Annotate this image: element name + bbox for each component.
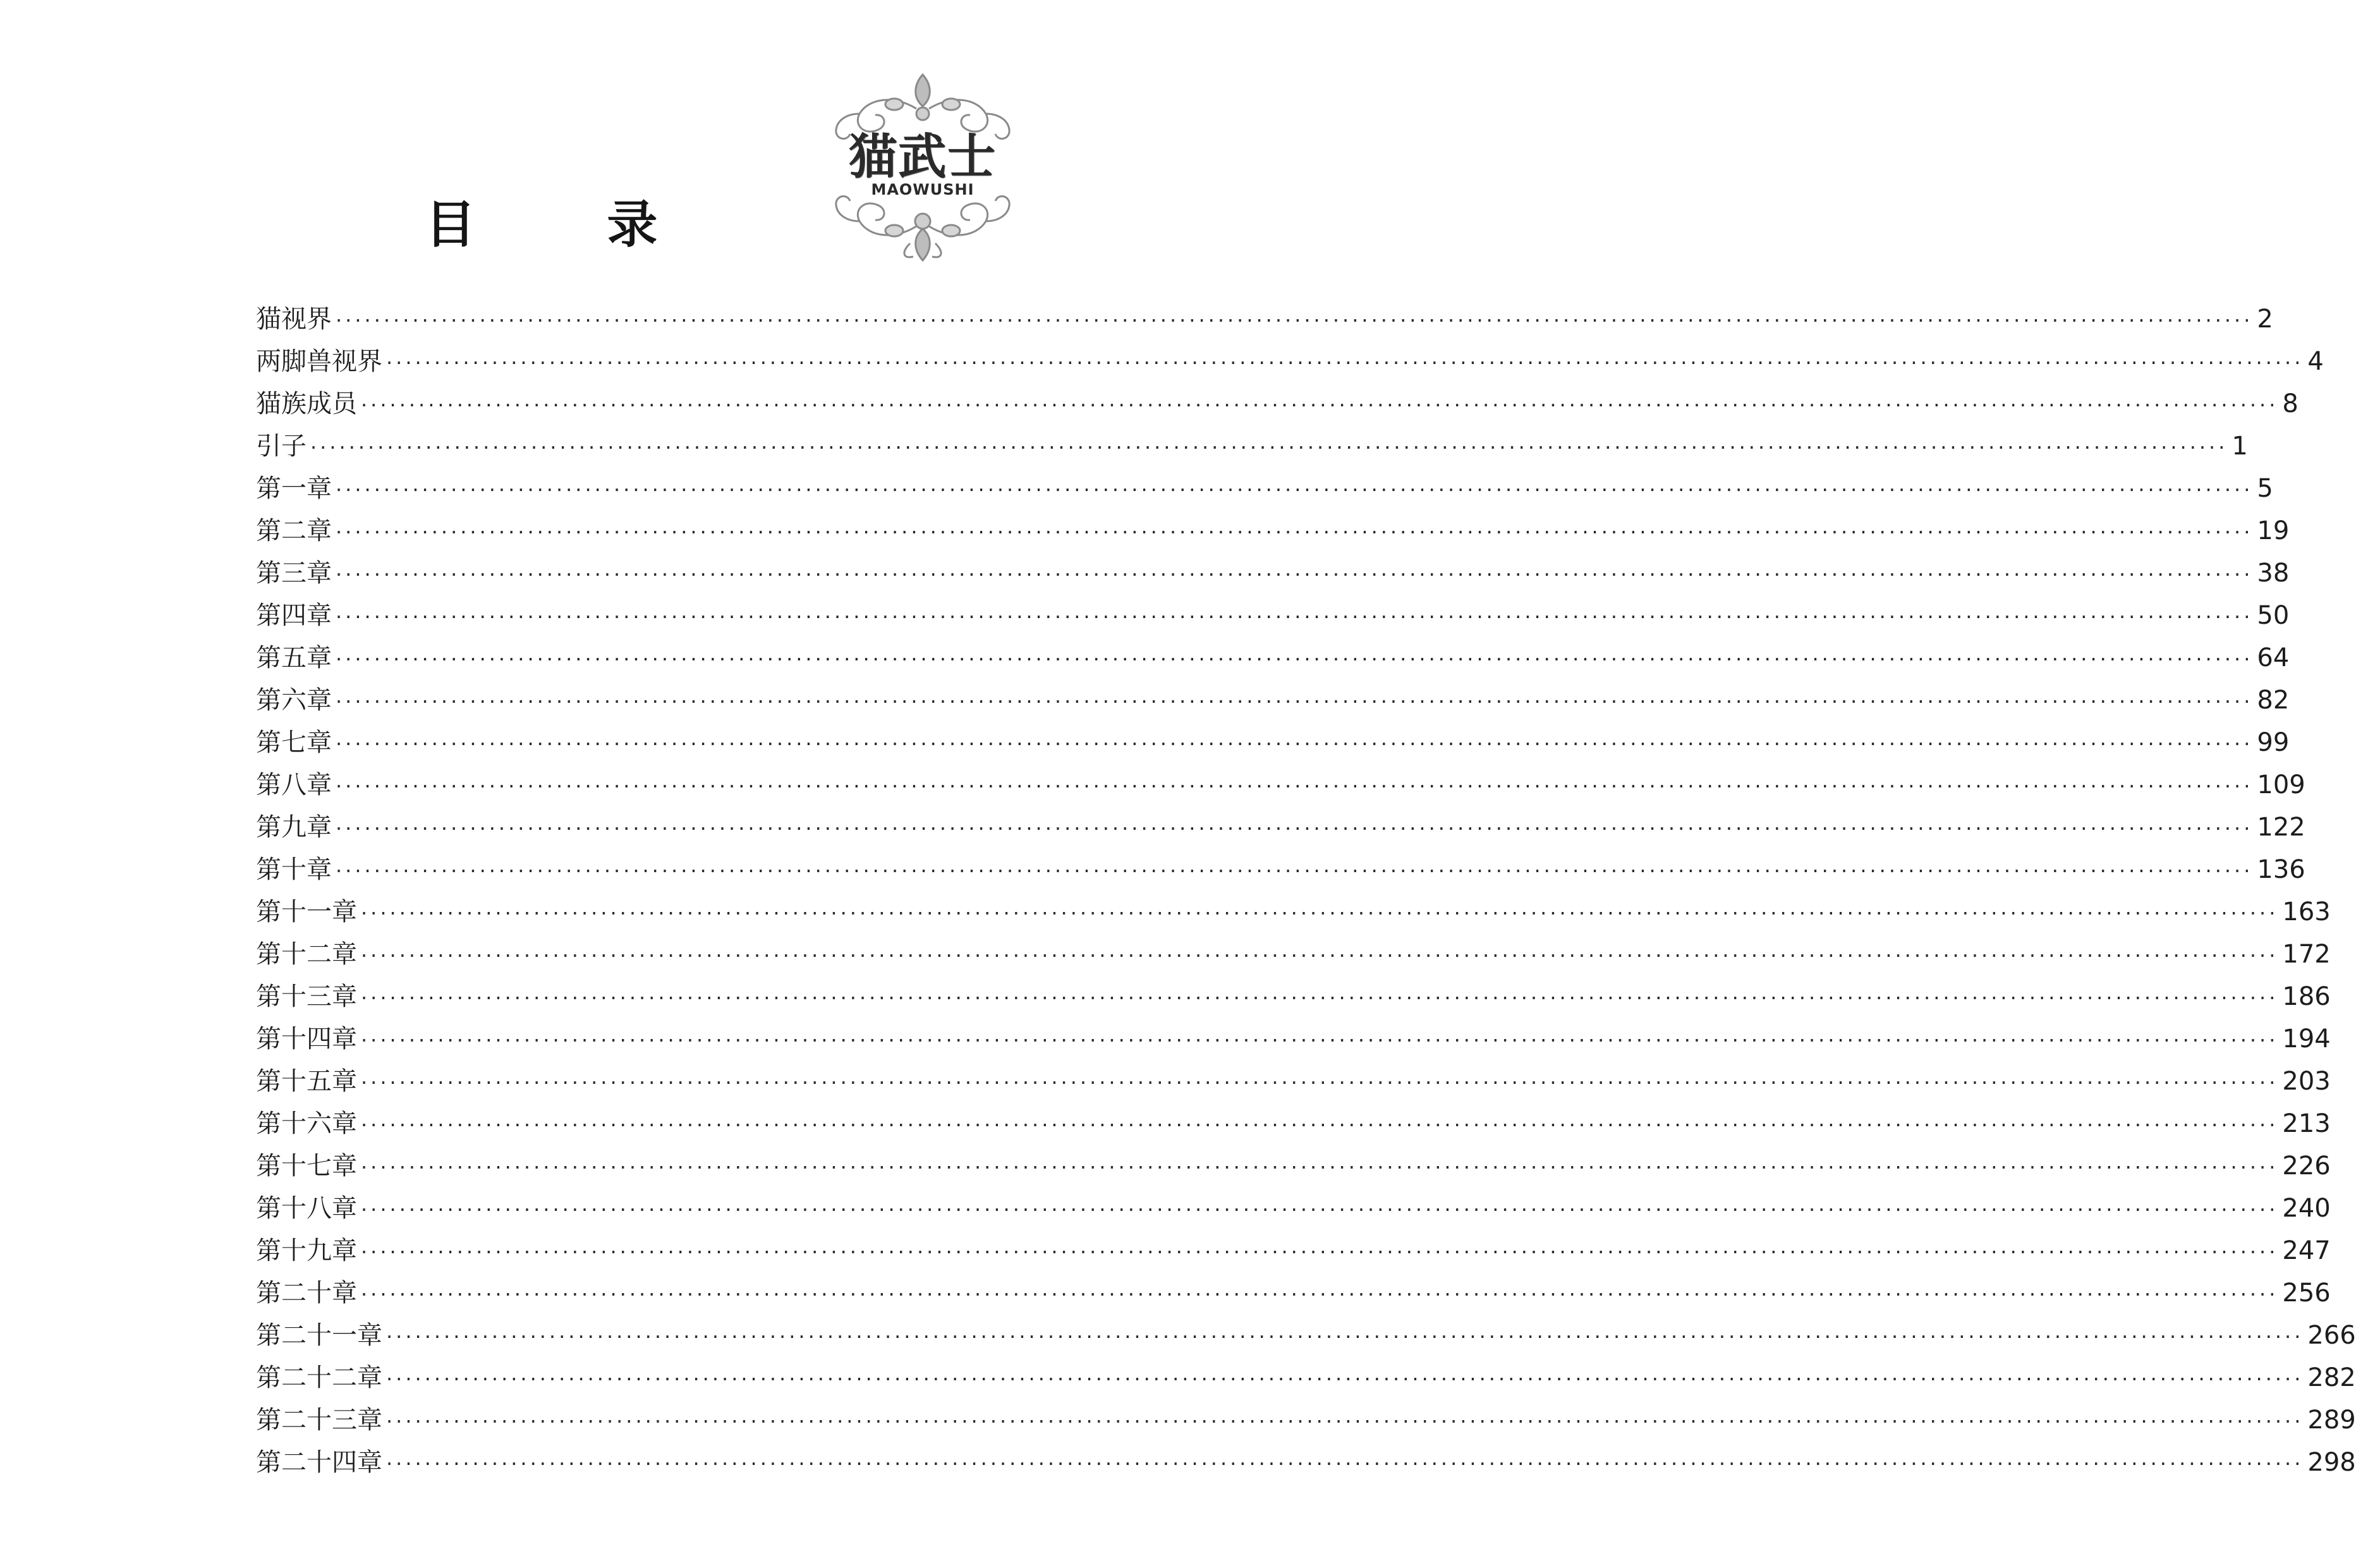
toc-leader-dots: ········································································································································································································ — [336, 478, 2254, 502]
toc-entry[interactable] — [256, 1315, 2356, 1357]
toc-entry-page-number: 122 — [2257, 813, 2305, 842]
toc-entry[interactable] — [256, 595, 2290, 637]
toc-entry-page-number: 8 — [2282, 389, 2298, 418]
toc-entry[interactable] — [256, 806, 2305, 849]
toc-entry[interactable] — [256, 849, 2305, 891]
toc-entry[interactable] — [256, 298, 2273, 341]
toc-entry-page-number: 99 — [2257, 728, 2290, 757]
toc-entry-label: 第二十章 — [256, 1279, 357, 1308]
toc-entry-label: 第二十一章 — [256, 1321, 382, 1350]
toc-entry-label: 第十四章 — [256, 1024, 357, 1054]
toc-entry[interactable] — [256, 679, 2290, 722]
toc-entry[interactable] — [256, 891, 2331, 933]
toc-entry-page-number: 282 — [2307, 1363, 2356, 1392]
toc-leader-dots: ········································································································································································································ — [336, 605, 2254, 629]
toc-entry-label: 第三章 — [256, 559, 332, 588]
toc-leader-dots: ········································································································································································································ — [361, 986, 2279, 1010]
toc-entry-label: 第十二章 — [256, 940, 357, 969]
toc-leader-dots: ········································································································································································································ — [386, 1325, 2304, 1349]
toc-entry-page-number: 266 — [2307, 1321, 2356, 1350]
toc-entry[interactable] — [256, 1272, 2331, 1315]
toc-list — [256, 298, 2356, 1484]
toc-entry-page-number: 256 — [2282, 1279, 2331, 1308]
toc-entry-label: 第七章 — [256, 728, 332, 757]
toc-leader-dots: ········································································································································································································ — [336, 520, 2254, 544]
toc-entry[interactable] — [256, 341, 2324, 383]
toc-entry-label: 第六章 — [256, 686, 332, 715]
toc-entry-label: 第二十四章 — [256, 1448, 382, 1477]
toc-leader-dots: ········································································································································································································ — [361, 944, 2279, 968]
toc-leader-dots: ········································································································································································································ — [336, 308, 2254, 332]
toc-entry-page-number: 247 — [2282, 1236, 2331, 1265]
toc-entry-page-number: 50 — [2257, 601, 2290, 630]
toc-entry[interactable] — [256, 383, 2298, 425]
toc-entry-label: 两脚兽视界 — [256, 347, 382, 376]
toc-entry-label: 第二十三章 — [256, 1406, 382, 1435]
toc-entry-page-number: 298 — [2307, 1448, 2356, 1477]
toc-leader-dots: ········································································································································································································ — [361, 1282, 2279, 1306]
toc-entry-label: 第十六章 — [256, 1109, 357, 1138]
toc-entry-page-number: 2 — [2257, 305, 2273, 334]
toc-leader-dots: ········································································································································································································ — [336, 647, 2254, 671]
toc-entry-label: 第十五章 — [256, 1067, 357, 1096]
toc-entry[interactable] — [256, 510, 2290, 552]
toc-entry-label: 第二章 — [256, 516, 332, 545]
toc-entry-page-number: 109 — [2257, 770, 2305, 799]
toc-leader-dots: ········································································································································································································ — [386, 1367, 2304, 1391]
toc-entry-page-number: 203 — [2282, 1067, 2331, 1096]
toc-entry-label: 引子 — [256, 432, 307, 461]
toc-entry-label: 猫视界 — [256, 305, 332, 334]
toc-entry[interactable] — [256, 764, 2305, 806]
toc-leader-dots: ········································································································································································································ — [336, 562, 2254, 586]
toc-leader-dots: ········································································································································································································ — [386, 1409, 2304, 1433]
toc-entry[interactable] — [256, 1018, 2331, 1061]
emblem-title: 猫武士 — [849, 128, 997, 185]
toc-entry[interactable] — [256, 1399, 2356, 1442]
toc-entry[interactable] — [256, 1103, 2331, 1145]
toc-entry-page-number: 240 — [2282, 1194, 2331, 1223]
toc-entry[interactable] — [256, 1188, 2331, 1230]
toc-leader-dots: ········································································································································································································ — [336, 690, 2254, 714]
toc-entry-page-number: 226 — [2282, 1152, 2331, 1181]
toc-entry-label: 第二十二章 — [256, 1363, 382, 1392]
toc-entry[interactable] — [256, 637, 2290, 679]
toc-entry-label: 第四章 — [256, 601, 332, 630]
toc-entry-label: 第十一章 — [256, 897, 357, 927]
toc-entry[interactable] — [256, 468, 2273, 510]
toc-entry-label: 第十章 — [256, 855, 332, 884]
toc-entry-label: 第十九章 — [256, 1236, 357, 1265]
page-title: 目 录 — [425, 195, 715, 254]
toc-entry-label: 第十七章 — [256, 1152, 357, 1181]
toc-entry-page-number: 64 — [2257, 643, 2290, 672]
toc-leader-dots: ········································································································································································································ — [361, 393, 2279, 417]
toc-entry[interactable] — [256, 1230, 2331, 1272]
toc-entry-label: 第十三章 — [256, 982, 357, 1011]
toc-leader-dots: ········································································································································································································ — [386, 351, 2304, 375]
toc-entry[interactable] — [256, 933, 2331, 976]
toc-entry-page-number: 5 — [2257, 474, 2273, 503]
toc-leader-dots: ········································································································································································································ — [361, 1028, 2279, 1052]
toc-leader-dots: ········································································································································································································ — [336, 732, 2254, 756]
toc-entry-label: 第一章 — [256, 474, 332, 503]
toc-leader-dots: ········································································································································································································ — [336, 859, 2254, 883]
toc-leader-dots: ········································································································································································································ — [310, 435, 2228, 459]
toc-entry-page-number: 163 — [2282, 897, 2331, 927]
toc-entry-label: 第八章 — [256, 770, 332, 799]
toc-entry[interactable] — [256, 425, 2248, 468]
toc-entry[interactable] — [256, 722, 2290, 764]
emblem-subtitle: MAOWUSHI — [871, 181, 975, 198]
toc-entry-label: 第十八章 — [256, 1194, 357, 1223]
toc-entry-page-number: 213 — [2282, 1109, 2331, 1138]
toc-entry-page-number: 172 — [2282, 940, 2331, 969]
toc-entry-page-number: 38 — [2257, 559, 2290, 588]
toc-entry-label: 猫族成员 — [256, 389, 357, 418]
toc-entry[interactable] — [256, 1442, 2356, 1484]
toc-entry-page-number: 1 — [2232, 432, 2248, 461]
toc-entry[interactable] — [256, 552, 2290, 595]
toc-entry[interactable] — [256, 1357, 2356, 1399]
toc-leader-dots: ········································································································································································································ — [361, 901, 2279, 925]
toc-entry-page-number: 4 — [2307, 347, 2324, 376]
toc-entry-page-number: 186 — [2282, 982, 2331, 1011]
toc-entry-label: 第九章 — [256, 813, 332, 842]
toc-entry-page-number: 19 — [2257, 516, 2290, 545]
toc-entry[interactable] — [256, 1145, 2331, 1188]
toc-leader-dots: ········································································································································································································ — [361, 1113, 2279, 1137]
toc-leader-dots: ········································································································································································································ — [361, 1198, 2279, 1222]
toc-entry[interactable] — [256, 1061, 2331, 1103]
toc-entry-page-number: 289 — [2307, 1406, 2356, 1435]
toc-entry-label: 第五章 — [256, 643, 332, 672]
toc-leader-dots: ········································································································································································································ — [386, 1452, 2304, 1476]
toc-leader-dots: ········································································································································································································ — [336, 774, 2254, 798]
toc-entry-page-number: 194 — [2282, 1024, 2331, 1054]
toc-leader-dots: ········································································································································································································ — [361, 1240, 2279, 1264]
toc-entry-page-number: 136 — [2257, 855, 2305, 884]
toc-leader-dots: ········································································································································································································ — [336, 817, 2254, 841]
toc-leader-dots: ········································································································································································································ — [361, 1155, 2279, 1179]
toc-entry-page-number: 82 — [2257, 686, 2290, 715]
toc-leader-dots: ········································································································································································································ — [361, 1071, 2279, 1095]
toc-entry[interactable] — [256, 976, 2331, 1018]
